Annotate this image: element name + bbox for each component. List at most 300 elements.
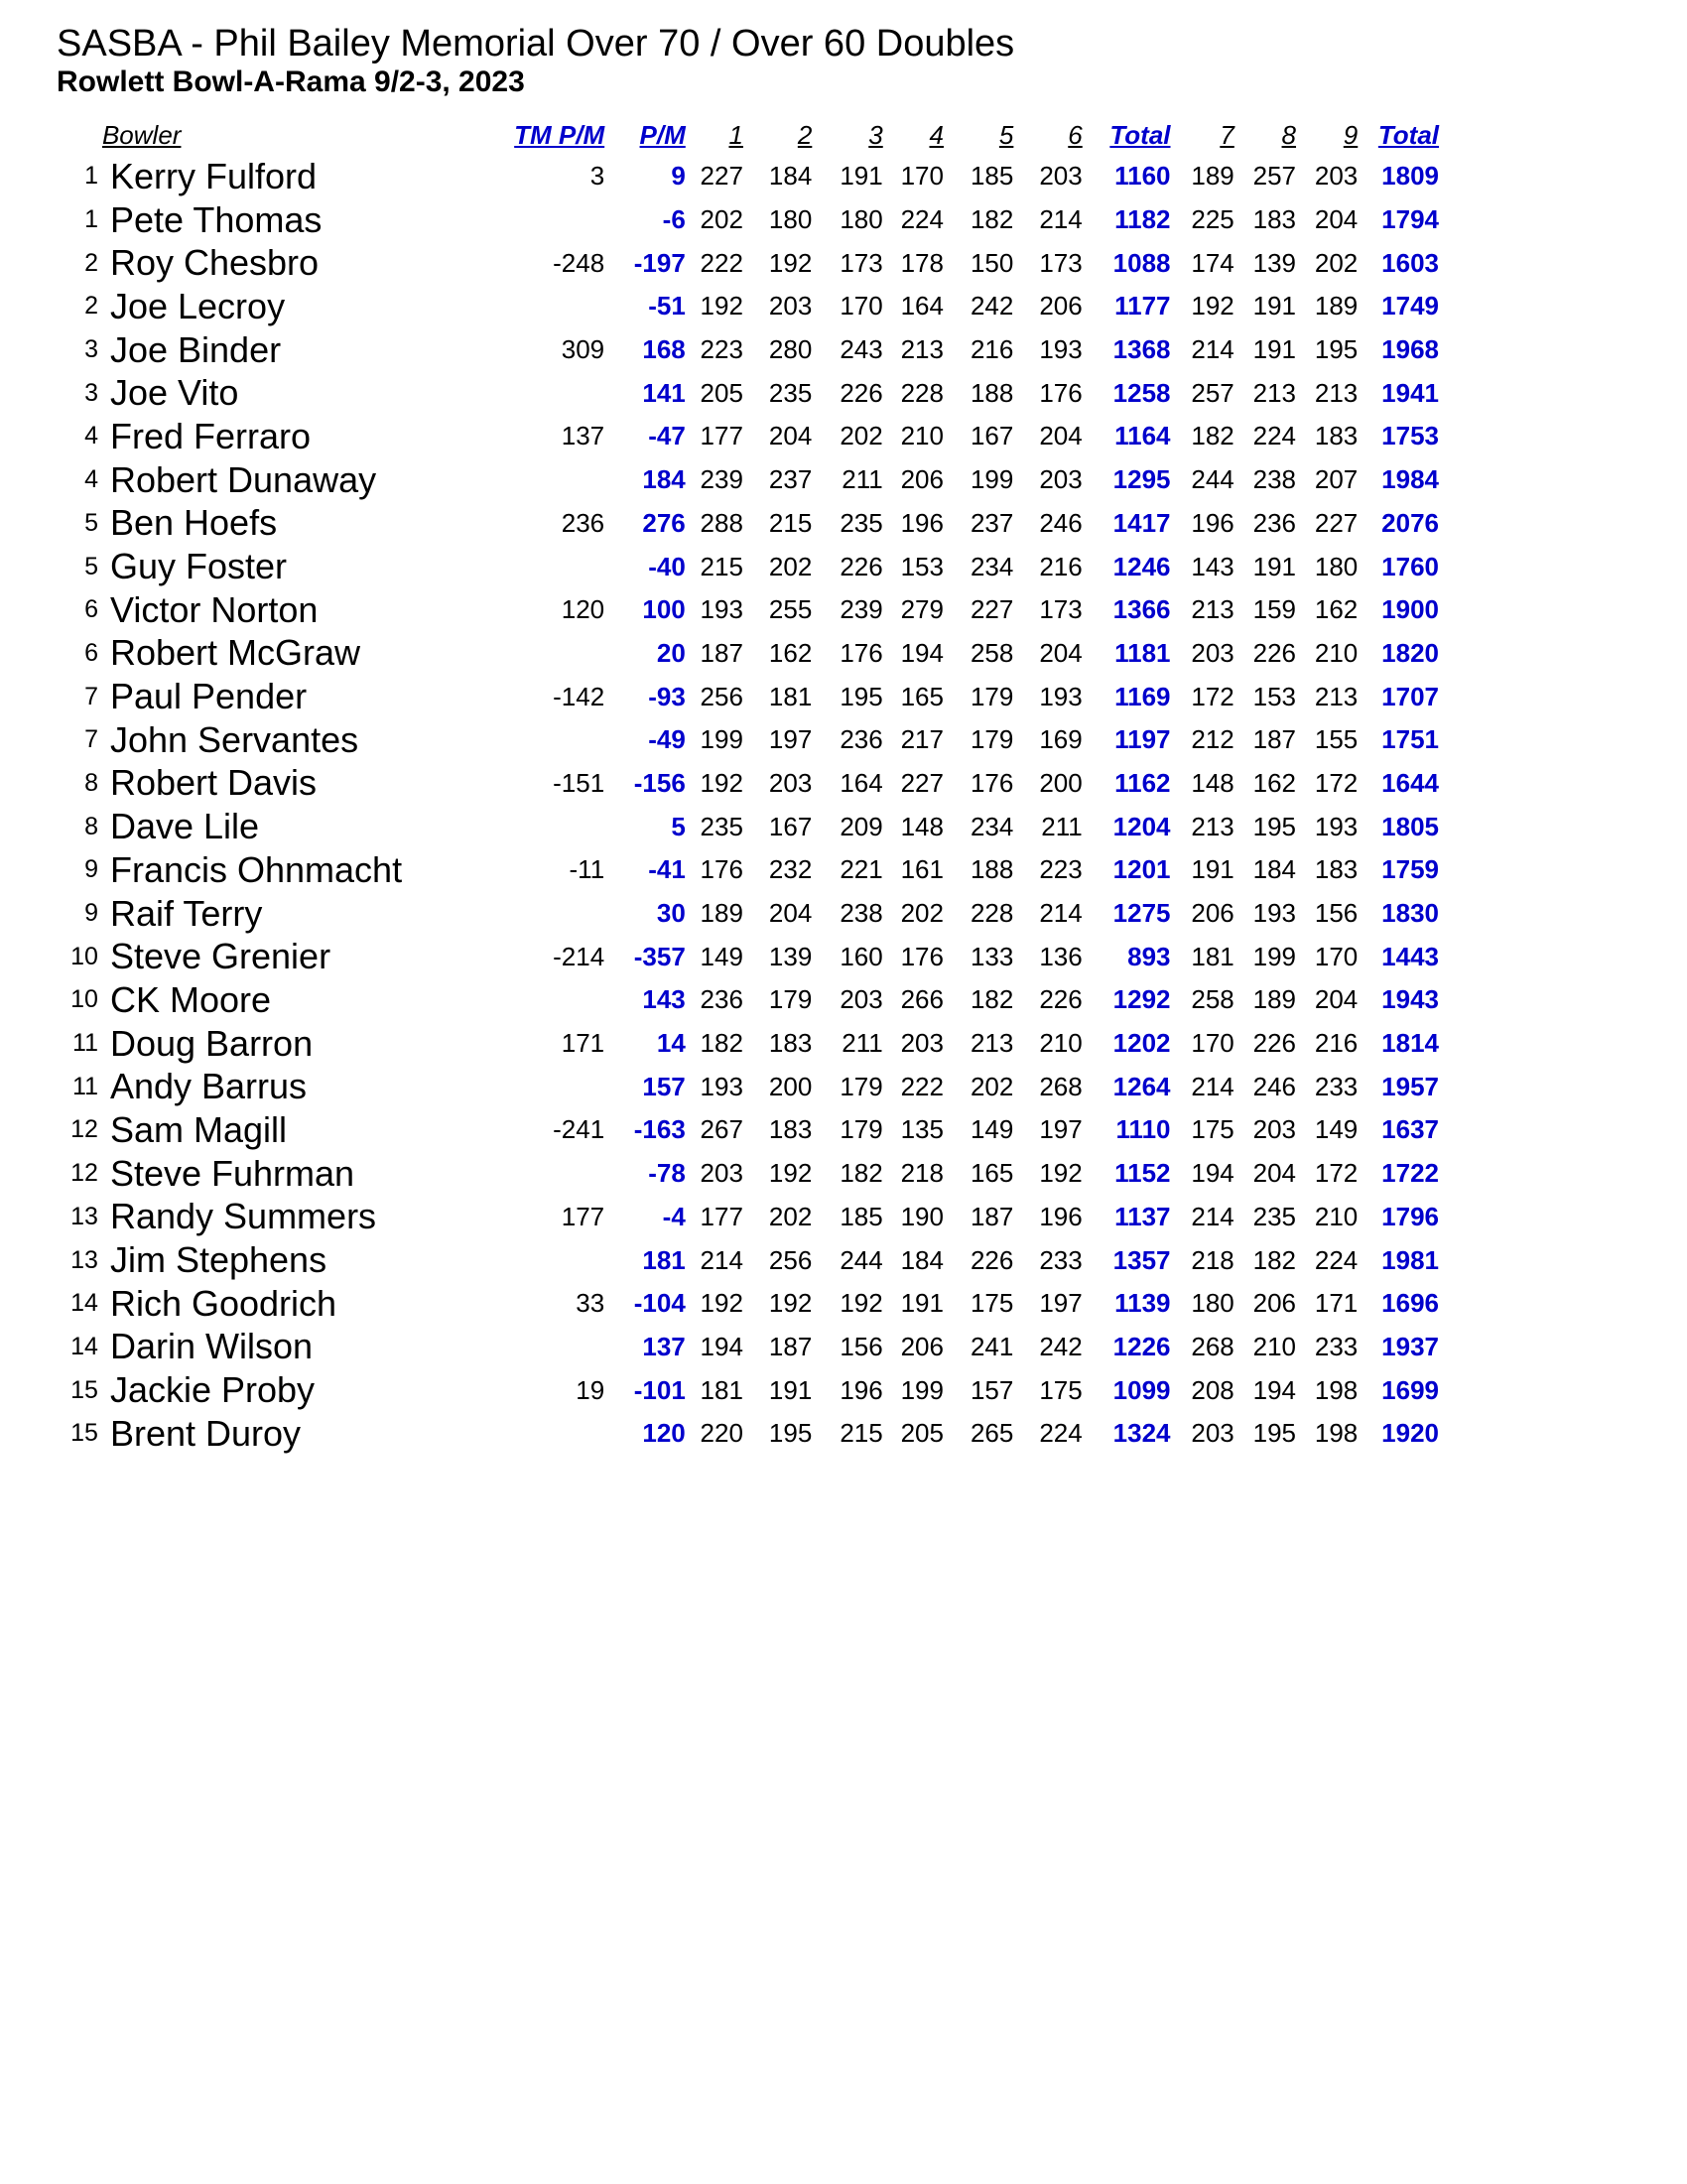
plus-minus: 120 <box>642 1418 686 1449</box>
rank-cell: 4 <box>84 422 98 450</box>
six-game-total: 1139 <box>1114 1288 1171 1319</box>
game-3-score: 239 <box>840 594 883 625</box>
bowler-name: Francis Ohnmacht <box>109 848 403 890</box>
game-2-score: 139 <box>768 941 813 971</box>
rank-cell: 6 <box>84 638 98 667</box>
game-2-score: 191 <box>768 1374 813 1405</box>
game-5-score: 188 <box>970 377 1014 408</box>
plus-minus: -41 <box>648 854 686 885</box>
game-2-score: 215 <box>768 507 813 538</box>
game-1-score: 192 <box>700 291 743 321</box>
game-3-score: 156 <box>840 1331 883 1361</box>
scores-table <box>50 111 1439 1456</box>
game-5-score: 199 <box>970 464 1014 495</box>
col-header-game-6: 6 <box>1068 120 1083 150</box>
team-plus-minus <box>443 718 604 762</box>
team-plus-minus: -11 <box>569 854 605 885</box>
game-5-score: 176 <box>970 767 1014 798</box>
table-row <box>50 328 1439 372</box>
rank-cell: 3 <box>84 378 98 407</box>
bowler-name: Doug Barron <box>109 1022 314 1064</box>
game-9-score: 155 <box>1314 724 1359 755</box>
table-row <box>50 892 1439 936</box>
six-game-total: 1137 <box>1114 1201 1171 1231</box>
game-8-score: 213 <box>1252 377 1297 408</box>
game-8-score: 210 <box>1252 1331 1297 1361</box>
game-4-score: 153 <box>900 551 944 581</box>
team-plus-minus <box>443 198 604 242</box>
game-4-score: 148 <box>900 811 944 841</box>
game-4-score: 266 <box>900 984 944 1015</box>
game-3-score: 173 <box>840 247 883 278</box>
rank-cell: 7 <box>84 725 98 754</box>
team-plus-minus: 236 <box>561 507 605 538</box>
team-plus-minus <box>443 285 604 328</box>
col-header-game-1: 1 <box>728 120 743 150</box>
game-7-score: 244 <box>1191 464 1234 495</box>
game-8-score: 257 <box>1252 161 1297 192</box>
game-1-score: 182 <box>700 1028 743 1059</box>
game-7-score: 181 <box>1191 941 1234 971</box>
game-4-score: 206 <box>900 1331 944 1361</box>
game-1-score: 227 <box>700 161 743 192</box>
table-row <box>50 458 1439 502</box>
nine-game-total: 1941 <box>1381 377 1439 408</box>
game-1-score: 187 <box>700 637 743 668</box>
game-5-score: 150 <box>970 247 1014 278</box>
bowler-name: Kerry Fulford <box>109 155 318 196</box>
plus-minus: -101 <box>633 1374 686 1405</box>
game-8-score: 162 <box>1252 767 1297 798</box>
game-9-score: 189 <box>1314 291 1359 321</box>
game-2-score: 192 <box>768 247 813 278</box>
game-7-score: 143 <box>1191 551 1234 581</box>
plus-minus: 168 <box>642 334 686 365</box>
game-4-score: 178 <box>900 247 944 278</box>
scores-body <box>50 155 1439 1456</box>
game-2-score: 181 <box>768 681 813 711</box>
table-row <box>50 545 1439 588</box>
game-3-score: 180 <box>840 204 883 235</box>
table-row <box>50 1238 1439 1282</box>
game-7-score: 174 <box>1191 247 1234 278</box>
game-5-score: 182 <box>970 984 1014 1015</box>
game-5-score: 213 <box>970 1028 1014 1059</box>
game-8-score: 246 <box>1252 1071 1297 1101</box>
game-5-score: 234 <box>970 551 1014 581</box>
game-1-score: 176 <box>700 854 743 885</box>
game-4-score: 196 <box>900 507 944 538</box>
game-9-score: 180 <box>1314 551 1359 581</box>
rank-cell: 8 <box>84 768 98 797</box>
nine-game-total: 1759 <box>1381 854 1439 885</box>
bowler-name: Joe Vito <box>109 372 239 414</box>
game-8-score: 184 <box>1252 854 1297 885</box>
bowler-name: Steve Fuhrman <box>109 1152 355 1194</box>
table-row <box>50 1412 1439 1456</box>
rank-cell: 3 <box>84 335 98 364</box>
game-2-score: 280 <box>768 334 813 365</box>
game-7-score: 212 <box>1191 724 1234 755</box>
game-4-score: 170 <box>900 161 944 192</box>
game-4-score: 199 <box>900 1374 944 1405</box>
bowler-name: Robert Davis <box>109 762 318 804</box>
game-1-score: 214 <box>700 1244 743 1275</box>
game-5-score: 202 <box>970 1071 1014 1101</box>
game-8-score: 191 <box>1252 291 1297 321</box>
plus-minus: 100 <box>642 594 686 625</box>
team-plus-minus <box>443 545 604 588</box>
game-5-score: 227 <box>970 594 1014 625</box>
game-9-score: 213 <box>1314 377 1359 408</box>
game-9-score: 198 <box>1314 1418 1359 1449</box>
game-4-score: 194 <box>900 637 944 668</box>
game-5-score: 175 <box>970 1288 1014 1319</box>
game-2-score: 203 <box>768 767 813 798</box>
game-8-score: 238 <box>1252 464 1297 495</box>
game-6-score: 204 <box>1039 421 1083 451</box>
team-plus-minus: 19 <box>576 1374 605 1405</box>
bowler-name: Pete Thomas <box>109 198 323 240</box>
six-game-total: 1162 <box>1114 767 1171 798</box>
game-8-score: 183 <box>1252 204 1297 235</box>
game-9-score: 233 <box>1314 1331 1359 1361</box>
game-2-score: 183 <box>768 1028 813 1059</box>
nine-game-total: 1796 <box>1381 1201 1439 1231</box>
plus-minus: 137 <box>642 1331 686 1361</box>
nine-game-total: 1749 <box>1381 291 1439 321</box>
game-5-score: 242 <box>970 291 1014 321</box>
table-row <box>50 1196 1439 1239</box>
plus-minus: 184 <box>642 464 686 495</box>
table-row <box>50 1108 1439 1152</box>
rank-cell: 12 <box>70 1159 98 1188</box>
game-9-score: 210 <box>1314 637 1359 668</box>
bowler-name: Steve Grenier <box>109 936 331 977</box>
game-8-score: 187 <box>1252 724 1297 755</box>
page-subtitle: Rowlett Bowl-A-Rama 9/2-3, 2023 <box>57 65 525 98</box>
game-6-score: 203 <box>1039 161 1083 192</box>
game-2-score: 192 <box>768 1288 813 1319</box>
game-5-score: 234 <box>970 811 1014 841</box>
plus-minus: -93 <box>648 681 686 711</box>
game-3-score: 164 <box>840 767 883 798</box>
game-9-score: 183 <box>1314 421 1359 451</box>
bowler-name: Paul Pender <box>109 676 308 717</box>
plus-minus: -163 <box>633 1114 686 1145</box>
six-game-total: 1295 <box>1112 464 1171 495</box>
game-6-score: 226 <box>1039 984 1083 1015</box>
table-row <box>50 978 1439 1022</box>
nine-game-total: 1603 <box>1381 247 1439 278</box>
game-7-score: 218 <box>1191 1244 1234 1275</box>
nine-game-total: 1943 <box>1381 984 1439 1015</box>
game-4-score: 164 <box>900 291 944 321</box>
game-5-score: 179 <box>970 681 1014 711</box>
game-3-score: 179 <box>840 1071 883 1101</box>
game-2-score: 192 <box>768 1158 813 1189</box>
game-9-score: 213 <box>1314 681 1359 711</box>
nine-game-total: 1830 <box>1381 898 1439 929</box>
rank-cell: 11 <box>72 1029 98 1058</box>
col-header-game-4: 4 <box>929 120 944 150</box>
game-6-score: 246 <box>1039 507 1083 538</box>
team-plus-minus: -142 <box>553 681 605 711</box>
plus-minus: 5 <box>671 811 686 841</box>
table-row <box>50 1326 1439 1369</box>
six-game-total: 1181 <box>1114 637 1171 668</box>
game-9-score: 156 <box>1314 898 1359 929</box>
game-4-score: 224 <box>900 204 944 235</box>
col-header-game-9: 9 <box>1343 120 1359 150</box>
plus-minus: 157 <box>642 1071 686 1101</box>
game-9-score: 198 <box>1314 1374 1359 1405</box>
rank-cell: 9 <box>84 899 98 928</box>
game-3-score: 203 <box>840 984 883 1015</box>
game-5-score: 237 <box>970 507 1014 538</box>
nine-game-total: 1699 <box>1381 1374 1439 1405</box>
nine-game-total: 1751 <box>1381 724 1439 755</box>
six-game-total: 1417 <box>1112 507 1171 538</box>
game-5-score: 241 <box>970 1331 1014 1361</box>
team-plus-minus: 3 <box>589 161 605 192</box>
table-row <box>50 415 1439 458</box>
bowler-name: Sam Magill <box>109 1108 288 1150</box>
game-6-score: 268 <box>1039 1071 1083 1101</box>
game-7-score: 175 <box>1191 1114 1234 1145</box>
game-1-score: 267 <box>700 1114 743 1145</box>
bowler-name: Andy Barrus <box>109 1066 308 1107</box>
game-8-score: 191 <box>1252 334 1297 365</box>
game-6-score: 169 <box>1039 724 1083 755</box>
game-3-score: 243 <box>840 334 883 365</box>
rank-cell: 1 <box>84 205 98 234</box>
game-9-score: 207 <box>1314 464 1359 495</box>
plus-minus: -51 <box>648 291 686 321</box>
nine-game-total: 1644 <box>1381 767 1439 798</box>
bowler-name: Rich Goodrich <box>109 1282 337 1324</box>
plus-minus: 14 <box>656 1028 686 1059</box>
rank-cell: 5 <box>84 508 98 537</box>
game-3-score: 185 <box>840 1201 883 1231</box>
nine-game-total: 1937 <box>1381 1331 1439 1361</box>
game-9-score: 224 <box>1314 1244 1359 1275</box>
game-8-score: 226 <box>1252 1028 1297 1059</box>
plus-minus: 20 <box>656 637 686 668</box>
rank-cell: 6 <box>84 595 98 624</box>
nine-game-total: 2076 <box>1381 507 1439 538</box>
game-6-score: 223 <box>1039 854 1083 885</box>
col-header-bowler: Bowler <box>101 120 182 150</box>
game-2-score: 200 <box>768 1071 813 1101</box>
game-8-score: 236 <box>1252 507 1297 538</box>
nine-game-total: 1443 <box>1381 941 1439 971</box>
game-2-score: 187 <box>768 1331 813 1361</box>
six-game-total: 893 <box>1127 941 1171 971</box>
game-2-score: 179 <box>768 984 813 1015</box>
table-row <box>50 1065 1439 1108</box>
six-game-total: 1201 <box>1112 854 1171 885</box>
game-5-score: 226 <box>970 1244 1014 1275</box>
game-6-score: 216 <box>1039 551 1083 581</box>
game-2-score: 202 <box>768 1201 813 1231</box>
game-3-score: 226 <box>840 551 883 581</box>
game-1-score: 256 <box>700 681 743 711</box>
game-2-score: 197 <box>768 724 813 755</box>
six-game-total: 1088 <box>1112 247 1171 278</box>
table-row <box>50 1152 1439 1196</box>
team-plus-minus <box>443 1238 604 1282</box>
rank-cell: 9 <box>84 855 98 884</box>
nine-game-total: 1753 <box>1381 421 1439 451</box>
game-3-score: 179 <box>840 1114 883 1145</box>
game-6-score: 136 <box>1039 941 1083 971</box>
game-8-score: 139 <box>1252 247 1297 278</box>
col-header-game-5: 5 <box>998 120 1014 150</box>
game-4-score: 222 <box>900 1071 944 1101</box>
team-plus-minus <box>443 805 604 848</box>
game-6-score: 200 <box>1039 767 1083 798</box>
game-6-score: 233 <box>1039 1244 1083 1275</box>
table-row <box>50 632 1439 676</box>
table-row <box>50 502 1439 546</box>
game-8-score: 153 <box>1252 681 1297 711</box>
nine-game-total: 1794 <box>1381 204 1439 235</box>
game-8-score: 159 <box>1252 594 1297 625</box>
game-7-score: 225 <box>1191 204 1234 235</box>
game-3-score: 244 <box>840 1244 883 1275</box>
game-5-score: 182 <box>970 204 1014 235</box>
game-4-score: 206 <box>900 464 944 495</box>
game-7-score: 196 <box>1191 507 1234 538</box>
game-1-score: 194 <box>700 1331 743 1361</box>
game-7-score: 170 <box>1191 1028 1234 1059</box>
plus-minus: -357 <box>633 941 686 971</box>
rank-cell: 15 <box>70 1419 98 1448</box>
game-7-score: 206 <box>1191 898 1234 929</box>
six-game-total: 1246 <box>1112 551 1171 581</box>
rank-cell: 2 <box>84 248 98 277</box>
table-row <box>50 805 1439 848</box>
game-6-score: 224 <box>1039 1418 1083 1449</box>
game-2-score: 202 <box>768 551 813 581</box>
game-4-score: 203 <box>900 1028 944 1059</box>
game-9-score: 216 <box>1314 1028 1359 1059</box>
six-game-total: 1197 <box>1114 724 1171 755</box>
team-plus-minus: -214 <box>553 941 605 971</box>
game-3-score: 221 <box>840 854 883 885</box>
game-7-score: 214 <box>1191 1201 1234 1231</box>
rank-cell: 10 <box>70 942 98 970</box>
game-3-score: 209 <box>840 811 883 841</box>
game-1-score: 177 <box>700 1201 743 1231</box>
game-1-score: 193 <box>700 594 743 625</box>
plus-minus: -47 <box>648 421 686 451</box>
six-game-total: 1292 <box>1112 984 1171 1015</box>
game-7-score: 192 <box>1191 291 1234 321</box>
nine-game-total: 1920 <box>1381 1418 1439 1449</box>
team-plus-minus <box>443 371 604 415</box>
game-2-score: 180 <box>768 204 813 235</box>
game-4-score: 135 <box>900 1114 944 1145</box>
bowler-name: Ben Hoefs <box>109 502 278 544</box>
nine-game-total: 1809 <box>1381 161 1439 192</box>
game-8-score: 193 <box>1252 898 1297 929</box>
col-header-total-6: Total <box>1109 120 1171 150</box>
game-1-score: 203 <box>700 1158 743 1189</box>
table-row <box>50 848 1439 892</box>
rank-cell: 2 <box>84 292 98 321</box>
rank-cell: 13 <box>70 1202 98 1230</box>
bowler-name: Jackie Proby <box>109 1369 316 1411</box>
game-3-score: 176 <box>840 637 883 668</box>
game-6-score: 214 <box>1039 898 1083 929</box>
game-1-score: 177 <box>700 421 743 451</box>
game-8-score: 191 <box>1252 551 1297 581</box>
game-2-score: 255 <box>768 594 813 625</box>
six-game-total: 1275 <box>1112 898 1171 929</box>
game-1-score: 193 <box>700 1071 743 1101</box>
game-6-score: 193 <box>1039 334 1083 365</box>
game-6-score: 193 <box>1039 681 1083 711</box>
rank-cell: 1 <box>84 162 98 191</box>
table-row <box>50 155 1439 198</box>
col-header-game-2: 2 <box>797 120 813 150</box>
game-1-score: 220 <box>700 1418 743 1449</box>
six-game-total: 1202 <box>1112 1028 1171 1059</box>
game-2-score: 232 <box>768 854 813 885</box>
bowler-name: Randy Summers <box>109 1196 377 1237</box>
game-4-score: 227 <box>900 767 944 798</box>
game-7-score: 191 <box>1191 854 1234 885</box>
game-5-score: 188 <box>970 854 1014 885</box>
game-9-score: 195 <box>1314 334 1359 365</box>
team-plus-minus: 137 <box>561 421 605 451</box>
game-5-score: 157 <box>970 1374 1014 1405</box>
game-7-score: 258 <box>1191 984 1234 1015</box>
game-9-score: 171 <box>1314 1288 1359 1319</box>
game-7-score: 213 <box>1191 594 1234 625</box>
game-1-score: 239 <box>700 464 743 495</box>
game-9-score: 170 <box>1314 941 1359 971</box>
plus-minus: 30 <box>656 898 686 929</box>
game-8-score: 194 <box>1252 1374 1297 1405</box>
game-6-score: 196 <box>1039 1201 1083 1231</box>
game-7-score: 194 <box>1191 1158 1234 1189</box>
nine-game-total: 1981 <box>1381 1244 1439 1275</box>
nine-game-total: 1707 <box>1381 681 1439 711</box>
six-game-total: 1177 <box>1114 291 1171 321</box>
game-4-score: 202 <box>900 898 944 929</box>
game-3-score: 211 <box>842 464 883 495</box>
game-7-score: 203 <box>1191 1418 1234 1449</box>
team-plus-minus: -248 <box>553 247 605 278</box>
game-5-score: 258 <box>970 637 1014 668</box>
six-game-total: 1357 <box>1112 1244 1171 1275</box>
game-9-score: 183 <box>1314 854 1359 885</box>
rank-cell: 12 <box>70 1115 98 1144</box>
game-7-score: 189 <box>1191 161 1234 192</box>
team-plus-minus: 120 <box>561 594 605 625</box>
game-1-score: 235 <box>700 811 743 841</box>
game-1-score: 288 <box>700 507 743 538</box>
game-8-score: 226 <box>1252 637 1297 668</box>
game-9-score: 172 <box>1314 1158 1359 1189</box>
nine-game-total: 1820 <box>1381 637 1439 668</box>
team-plus-minus <box>443 1065 604 1108</box>
game-4-score: 184 <box>900 1244 944 1275</box>
game-3-score: 182 <box>840 1158 883 1189</box>
